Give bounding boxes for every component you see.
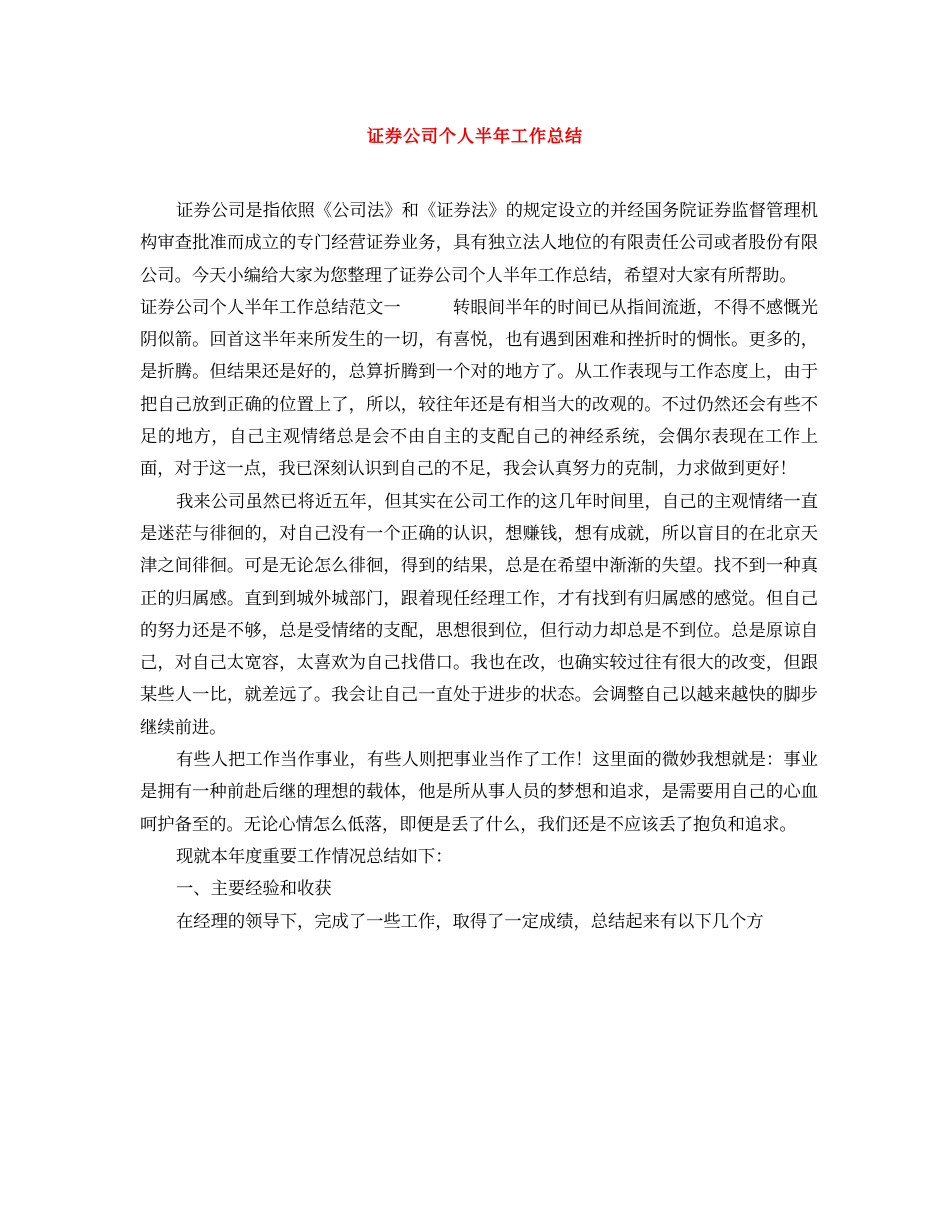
sample-first-paragraph: 转眼间半年的时间已从指间流逝，不得不感慨光阴似箭。回首这半年来所发生的一切，有喜悦，也有遇到困难和挫折时的惆怅。更多的，是折腾。但结果还是好的，总算折腾到一个对的地方了。从工作表现与工作态度上，由于把自己放到正确的位置上了，所以，较往年还是有相当大的改观的。不过仍然还会有些不足的地方，自己主观情绪总是会不由自主的支配自己的神经系统，会偶尔表现在工作上面，对于这一点，我已深刻认识到自己的不足，我会认真努力的克制，力求做到更好！: [140, 297, 818, 480]
body-paragraph-4: 现就本年度重要工作情况总结如下：: [176, 846, 453, 867]
document-title: 证券公司个人半年工作总结: [367, 127, 583, 147]
sample-heading: 证券公司个人半年工作总结范文一: [140, 297, 401, 318]
section-heading-1: 一、主要经验和收获: [176, 879, 332, 900]
sample-paragraph: [140, 292, 818, 486]
intro-paragraph: 证券公司是指依照《公司法》和《证券法》的规定设立的并经国务院证券监督管理机构审查批准而成立的专门经营证券业务，具有独立法人地位的有限责任公司或者股份有限公司。今天小编给大家为您整理了证券公司个人半年工作总结，希望对大家有所帮助。: [140, 201, 818, 286]
body-paragraph-3: 有些人把工作当作事业，有些人则把事业当作了工作！这里面的微妙我想就是：事业是拥有一种前赴后继的理想的载体，他是所从事人员的梦想和追求，是需要用自己的心血呵护备至的。无论心情怎么低落，即便是丢了什么，我们还是不应该丢了抱负和追求。: [140, 750, 818, 835]
document-body: [140, 195, 818, 938]
body-paragraph-5: 在经理的领导下，完成了一些工作，取得了一定成绩，总结起来有以下几个方: [176, 911, 764, 932]
body-paragraph-2: 我来公司虽然已将近五年，但其实在公司工作的这几年时间里，自己的主观情绪一直是迷茫与徘徊的，对自己没有一个正确的认识，想赚钱，想有成就，所以盲目的在北京天津之间徘徊。可是无论怎么徘徊，得到的结果，总是在希望中渐渐的失望。找不到一种真正的归属感。直到到城外城部门，跟着现任经理工作，才有找到有归属感的感觉。但自己的努力还是不够，总是受情绪的支配，思想很到位，但行动力却总是不到位。总是原谅自己，对自己太宽容，太喜欢为自己找借口。我也在改，也确实较过往有很大的改变，但跟某些人一比，就差远了。我会让自己一直处于进步的状态。会调整自己以越来越快的脚步继续前进。: [140, 491, 818, 738]
